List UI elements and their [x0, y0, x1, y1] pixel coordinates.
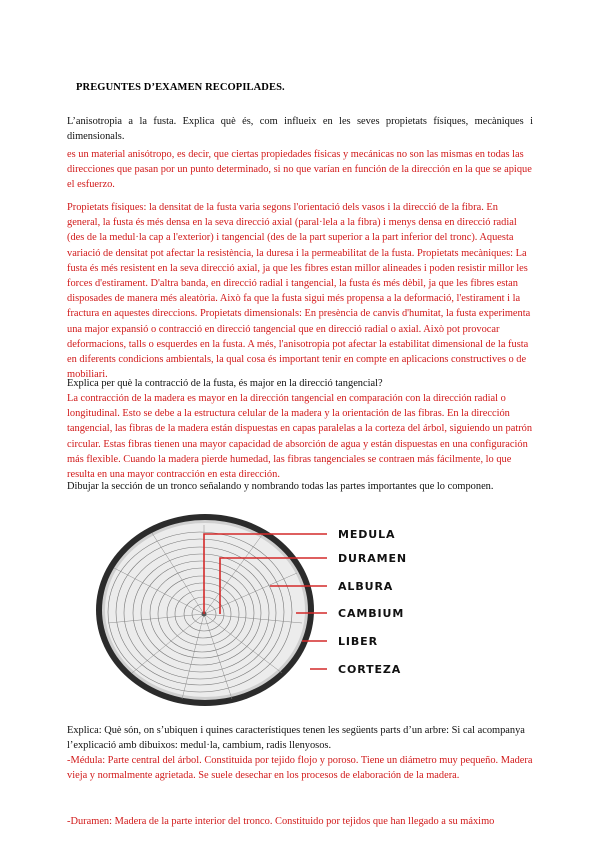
label-duramen: DURAMEN	[338, 552, 408, 565]
question-trunk-section: Dibujar la sección de un tronco señalando y nombrando todas las partes importantes que lo componen.	[67, 481, 494, 492]
label-medula: MEDULA	[338, 528, 396, 541]
question-anisotropy: L’anisotropia a la fusta. Explica què és, com influeix en les seves propietats físiques, mecàniques i dimensionals.	[67, 116, 533, 143]
trunk-section-diagram	[92, 513, 422, 713]
label-liber: LIBER	[338, 635, 378, 648]
trunk-section-svg	[92, 513, 422, 713]
wood-area	[105, 523, 305, 697]
page-title: PREGUNTES D’EXAMEN RECOPILADES.	[76, 82, 285, 93]
label-corteza: CORTEZA	[338, 663, 402, 676]
question-contraction: Explica per què la contracció de la fusta, és major en la direcció tangencial?	[67, 378, 383, 389]
answer-anisotropy-intro: es un material anisótropo, es decir, que ciertas propiedades físicas y mecánicas no son las mismas en todas las direcciones que pasan por un punto determinado, si no que varían en función de la dirección en la que se apique el esfuerzo.	[67, 149, 532, 191]
answer-medula: -Médula: Parte central del árbol. Constituida por tejido flojo y poroso. Tiene un diámetro muy pequeño. Madera vieja y normalmente agrietada. Se suele desechar en los procesos de elaboración de la madera.	[67, 755, 533, 782]
label-cambium: CAMBIUM	[338, 607, 405, 620]
label-albura: ALBURA	[338, 580, 394, 593]
answer-contraction: La contracción de la madera es mayor en la dirección tangencial en comparación con la dirección radial o longitudinal. Esto se debe a la estructura celular de la madera y la orientación de las fibras. En la dirección tangencial, las fibras de la madera están dispuestas en capas paralelas a la corteza del árbol, siguiendo un patrón circular. Estas fibras tienen una mayor capacidad de absorción de agua y están dispuestas en una configuración más flexible. Cuando la madera pierde humedad, las fibras tangenciales se contraen más fácilmente, lo que resulta en una mayor contracción en esta dirección.	[67, 393, 533, 481]
answer-anisotropy-properties: Propietats físiques: la densitat de la fusta varia segons l'orientació dels vasos i la direcció de la fibra. En general, la fusta és més densa en la seva direcció axial (paral·lela a la fibra) i menys densa en direcció radial (des de la medul·la cap a l'exterior) i tangencial (des de la part superior a la part inferior del tronc). Aquesta variació de densitat pot afectar la resistència, la duresa i la permeabilitat de la fusta. Propietats mecàniques: La fusta és més resistent en la seva direcció axial, ja que les fibres estan millor alineades i poden resistir millor les forces d'estirament. D'altra banda, en direcció radial i tangencial, la fusta és més dèbil, ja que les fibres estan disposades de manera més aleatòria. Això fa que la fusta sigui més propensa a la deformació, l'estirament i la fractura en aquestes direccions. Propietats dimensionals: En presència de canvis d'humitat, la fusta experimenta una major expansió o contracció en direcció tangencial que en direcció radial o axial. Això pot provocar deformacions, talls o esquerdes en la fusta. A més, l'anisotropia pot afectar la estabilitat dimensional de la fusta en diferents condicions ambientals, la qual cosa és important tenir en compte en aplicacions constructives o de mobiliari.	[67, 202, 531, 381]
answer-duramen: -Duramen: Madera de la parte interior del tronco. Constituido por tejidos que han llegado a su máximo	[67, 816, 495, 827]
question-tree-parts: Explica: Què són, on s’ubiquen i quines característiques tenen les següents parts d’un arbre: Si cal acompanya l’explicació amb dibuixos: medul·la, cambium, radis llenyosos.	[67, 725, 525, 752]
